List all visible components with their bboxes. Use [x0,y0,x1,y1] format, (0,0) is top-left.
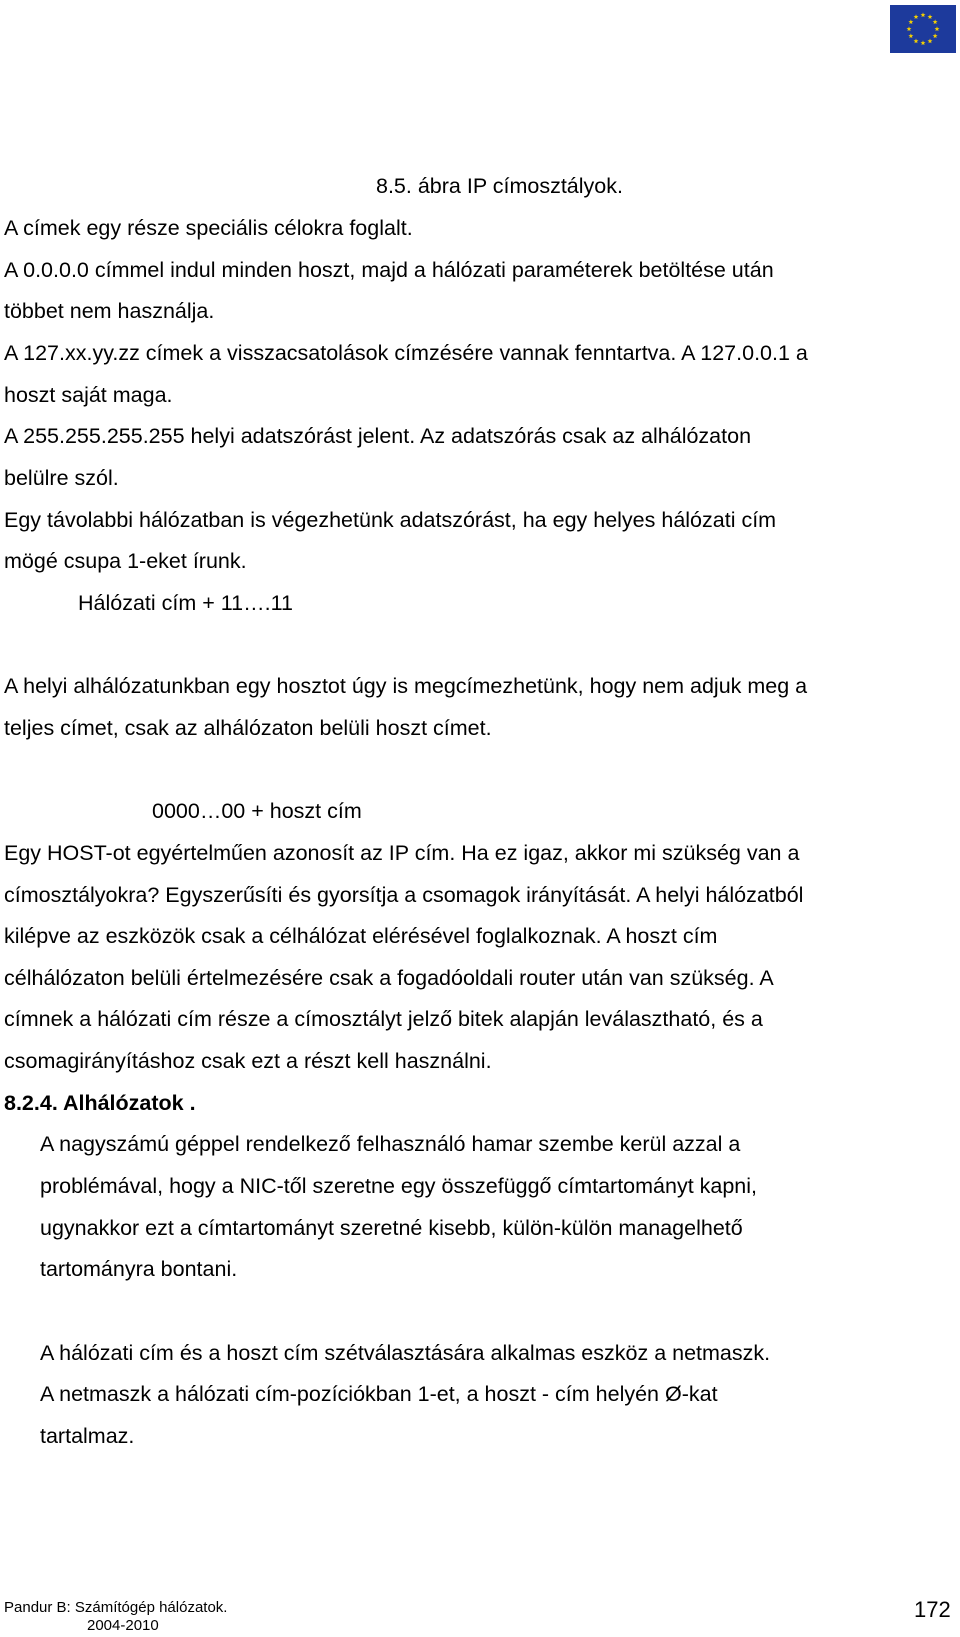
paragraph-line: Egy HOST-ot egyértelműen azonosít az IP cím. Ha ez igaz, akkor mi szükség van a [4,841,800,865]
paragraph-line: A nagyszámú géppel rendelkező felhasználó hamar szembe kerül azzal a [40,1132,741,1156]
paragraph-line: kilépve az eszközök csak a célhálózat elérésével foglalkoznak. A hoszt cím [4,924,718,948]
paragraph-line: A netmaszk a hálózati cím-pozíciókban 1-et, a hoszt - cím helyén Ø-kat [40,1382,718,1406]
page-number: 172 [914,1597,951,1622]
paragraph-line: mögé csupa 1-eket írunk. [4,549,247,573]
paragraph-line: A 255.255.255.255 helyi adatszórást jelent. Az adatszórás csak az alhálózaton [4,424,752,448]
paragraph-line: címnek a hálózati cím része a címosztályt jelző bitek alapján leválasztható, és a [4,1007,763,1031]
paragraph-line: hoszt saját maga. [4,383,173,407]
section-heading: 8.2.4. Alhálózatok . [4,1091,196,1115]
paragraph-line: belülre szól. [4,466,119,490]
paragraph-line: teljes címet, csak az alhálózaton belüli hoszt címet. [4,716,492,740]
figure-caption: 8.5. ábra IP címosztályok. [376,174,623,198]
broadcast-formula: Hálózati cím + 11….11 [78,591,293,615]
paragraph-line: A 0.0.0.0 címmel indul minden hoszt, majd a hálózati paraméterek betöltése után [4,258,774,282]
eu-flag-icon [890,5,956,53]
paragraph-line: A helyi alhálózatunkban egy hosztot úgy is megcímezhetünk, hogy nem adjuk meg a [4,674,808,698]
paragraph-line: célhálózaton belüli értelmezésére csak a fogadóoldali router után van szükség. A [4,966,774,990]
paragraph-line: A hálózati cím és a hoszt cím szétválasztására alkalmas eszköz a netmaszk. [40,1341,771,1365]
paragraph-line: ugynakkor ezt a címtartományt szeretné kisebb, külön-külön managelhető [40,1216,743,1240]
host-address-formula: 0000…00 + hoszt cím [152,799,362,823]
paragraph-line: problémával, hogy a NIC-től szeretne egy összefüggő címtartományt kapni, [40,1174,758,1198]
paragraph-line: tartalmaz. [40,1424,135,1448]
paragraph-line: csomagirányításhoz csak ezt a részt kell használni. [4,1049,492,1073]
paragraph-line: A 127.xx.yy.zz címek a visszacsatolások címzésére vannak fenntartva. A 127.0.0.1 a [4,341,808,365]
paragraph-line: többet nem használja. [4,299,215,323]
paragraph-line: Egy távolabbi hálózatban is végezhetünk adatszórást, ha egy helyes hálózati cím [4,508,777,532]
paragraph-line: A címek egy része speciális célokra foglalt. [4,216,413,240]
paragraph-line: tartományra bontani. [40,1257,238,1281]
footer-years: 2004-2010 [87,1617,159,1634]
paragraph-line: címosztályokra? Egyszerűsíti és gyorsítja a csomagok irányítását. A helyi hálózatból [4,883,804,907]
footer-author-title: Pandur B: Számítógép hálózatok. [4,1599,228,1616]
footer-source [4,1599,227,1635]
